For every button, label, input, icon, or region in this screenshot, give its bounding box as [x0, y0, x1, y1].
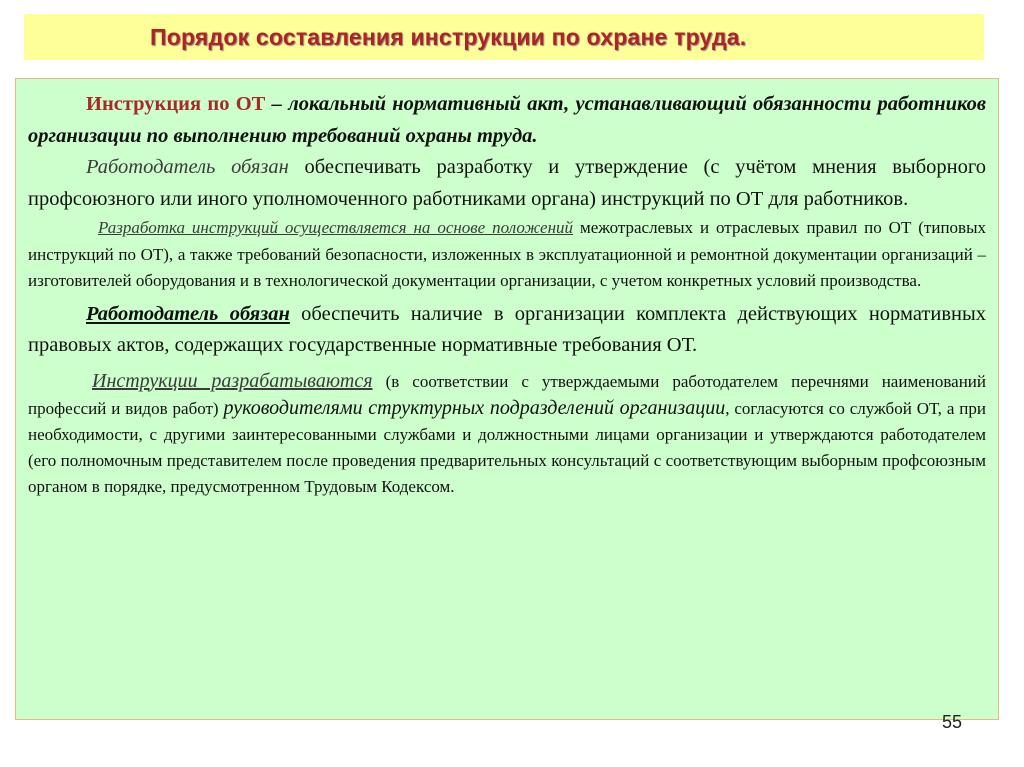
paragraph-instructions-developed: [28, 368, 986, 500]
instructions-developed-lead: Инструкции разрабатываются: [92, 369, 373, 392]
slide-title: Порядок составления инструкции по охране труда.: [150, 23, 747, 50]
development-basis-lead: Разработка инструкций осуществляется на основе положений: [98, 218, 574, 237]
paragraph-development-basis: [28, 215, 986, 295]
employer-duty-text: обеспечивать разработку и утверждение (с учётом мнения выборного профсоюзного или иного уполномоченного работниками органа) инструкций по ОТ для работников.: [28, 156, 986, 210]
term-instruction: Инструкция по ОТ: [86, 93, 266, 115]
employer-provide-text: обеспечить наличие в организации комплекта действующих нормативных правовых актов, содержащих государственные нормативные требования ОТ.: [28, 302, 986, 356]
definition-text: – локальный нормативный акт, устанавливающий обязанности работников организации по выполнению требований охраны труда.: [28, 93, 986, 147]
title-bar: [24, 14, 984, 60]
paragraph-employer-duty: [28, 152, 986, 215]
instructions-developed-part1: (в соответствии с утверждаемыми работодателем перечнями наименований профессий и видов работ): [28, 371, 986, 418]
development-basis-text: межотраслевых и отраслевых правил по ОТ (типовых инструкций по ОТ), а также требований безопасности, изложенных в эксплуатационной и ремонтной документации организаций – изготовителей оборудования и в технологической документации организации, с учетом конкретных условий производства.: [28, 218, 986, 290]
paragraph-employer-provide: [28, 299, 986, 362]
paragraph-definition: [28, 89, 986, 152]
employer-duty-lead: Работодатель обязан: [86, 156, 289, 178]
instructions-developed-part2: , согласуются со службой ОТ, а при необходимости, с другими заинтересованными службами и должностными лицами организации и утверждаются работодателем (его полномочным представителем после проведения предварительных консультаций с соответствующим выборным профсоюзным органом в порядке, предусмотренном Трудовым Кодексом.: [28, 398, 987, 496]
employer-provide-lead: Работодатель обязан: [86, 302, 290, 325]
instructions-developed-emph: руководителями структурных подразделений организации: [223, 396, 726, 419]
content-box: [15, 78, 999, 720]
page-number: 55: [942, 712, 963, 732]
